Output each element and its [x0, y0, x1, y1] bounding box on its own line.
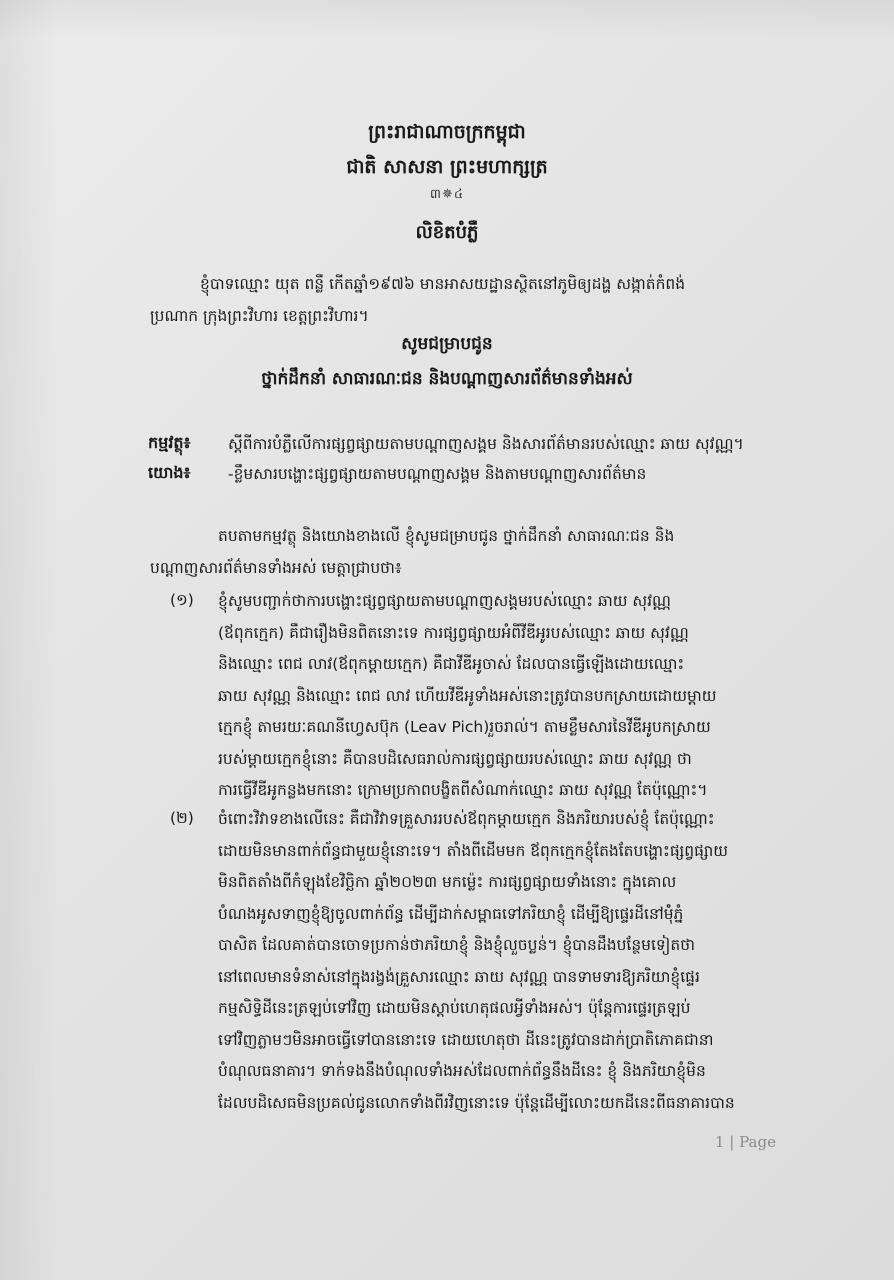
paragraph-line: មិនពិតតាំងពីកំឡុងខែវិច្ឆិកា ឆ្នាំ២០២៣ មកម្ល៉េះ ការផ្សព្វផ្សាយទាំងនោះ ក្នុងគោល: [218, 873, 677, 891]
paragraph-line: ដែលបដិសេធមិនប្រគល់ជូនលោកទាំងពីរវិញនោះទេ ប៉ុន្តែដើម្បីលោះយកដីនេះពីធនាគារបាន: [218, 1093, 735, 1112]
paragraph-line: ការធ្វើវីឌីអូកន្លងមកនោះ ក្រោមប្រកាពបង្ខិតពីសំណាក់ឈ្មោះ ឆាយ សុវណ្ណ តែប៉ុណ្ណោះ។: [218, 781, 708, 799]
paragraph-line: (ឪពុកក្មេក) គឺជារឿងមិនពិតនោះទេ ការផ្សព្វផ្សាយអំពីវីឌីអូរបស់ឈ្មោះ ឆាយ សុវណ្ណ: [218, 623, 689, 642]
paragraph-line: បំណងអូសទាញខ្ញុំឱ្យចូលពាក់ព័ន្ធ ដើម្បីដាក់សម្ពាធទៅភរិយាខ្ញុំ ដើម្បីឱ្យផ្ទេរដីនៅម៉ុំភ្នំ: [218, 904, 684, 923]
paragraph-line: និងឈ្មោះ ពេជ លាវ(ឪពុកម្ដាយក្មេក) គឺជាវីឌីអូចាស់ ដែលបានធ្វើឡើងដោយឈ្មោះ: [218, 655, 685, 673]
paragraph-line: នៅពេលមានទំនាស់នៅក្នុងរង្វង់គ្រួសារឈ្មោះ ឆាយ សុវណ្ណ បានទាមទារឱ្យភរិយាខ្ញុំផ្ទេរ: [218, 967, 700, 986]
paragraph-line: ខ្ញុំសូមបញ្ជាក់ថាការបង្ហោះផ្សព្វផ្សាយតាមបណ្ដាញសង្គមរបស់ឈ្មោះ ឆាយ សុវណ្ណ: [218, 592, 671, 610]
intro-line-1: ខ្ញុំបាទឈ្មោះ យុត ពន្លឺ កើតឆ្នាំ១៩៧៦ មានអាសយដ្ឋានស្ថិតនៅភូមិឲ្យដង្ហ សង្កាត់កំពង់: [200, 275, 686, 293]
document-title: លិខិតបំភ្លឺ: [415, 222, 479, 243]
paragraph-line: ក្មេកខ្ញុំ តាមរយៈគណនីហ្វេសប៊ុក (Leav Pich)រួចរាល់។ តាមខ្លឹមសារនៃវីឌីអូបកស្រាយ: [218, 718, 711, 736]
reference-label: យោង៖: [148, 463, 191, 482]
item-1-paragraph: [218, 586, 830, 807]
paragraph-line: បាសិត ដែលគាត់បានចោទប្រកាន់ថាភរិយាខ្ញុំ និងខ្ញុំលួចប្លន់។ ខ្ញុំបានដឹងបន្ថែមទៀតថា: [218, 936, 695, 954]
request-line: សូមជម្រាបជូន: [401, 334, 493, 354]
kingdom-heading: ព្រះរាជាណាចក្រកម្ពុជា: [368, 121, 526, 143]
page-number-footer: 1 | Page: [715, 1133, 776, 1151]
page-shadow-top: [0, 0, 894, 40]
paragraph-line: របស់ម្ដាយក្មេកខ្ញុំនោះ គឺបានបដិសេធរាល់ការផ្សព្វផ្សាយរបស់ឈ្មោះ ឆាយ សុវណ្ណ ថា: [218, 749, 692, 768]
item-number: (២): [170, 809, 194, 827]
intro-line-2: ប្រណាក ក្រុងព្រះវិហារ ខេត្តព្រះវិហារ។: [150, 307, 369, 325]
paragraph-line: កម្មសិទ្ធិដីនេះត្រឡប់ទៅវិញ ដោយមិនស្ដាប់ហេតុផលអ្វីទាំងអស់។ ប៉ុន្តែការផ្ទេរត្រឡប់: [218, 999, 691, 1017]
item-2-paragraph: [218, 804, 830, 1119]
item-number: (១): [170, 591, 194, 609]
paragraph-line: ចំពោះវិវាទខាងលើនេះ គឺជាវិវាទគ្រួសាររបស់ឪពុកម្ដាយក្មេក និងភរិយារបស់ខ្ញុំ តែប៉ុណ្ណោះ: [218, 810, 715, 828]
paragraph-line: ដោយមិនមានពាក់ព័ន្ធជាមួយខ្ញុំនោះទេ។ តាំងពីដើមមក ឪពុកក្មេកខ្ញុំតែងតែបង្ហោះផ្សព្វផ្សាយ: [218, 841, 729, 860]
paragraph-line: ទៅវិញភ្លាមៗមិនអាចធ្វើទៅបាននោះទេ ដោយហេតុថា ដីនេះត្រូវបានដាក់ប្រាតិភោគជានា: [218, 1030, 714, 1049]
body-intro-line-1: តបតាមកម្មវត្ថុ និងយោងខាងលើ ខ្ញុំសូមជម្រាបជូន ថ្នាក់ដឹកនាំ សាធារណៈជន និង: [218, 527, 675, 545]
body-intro-line-2: បណ្ដាញសារព័ត៌មានទាំងអស់ មេត្តាជ្រាបថា៖: [150, 559, 402, 577]
paragraph-line: បំណុលធនាគារ។ ទាក់ទងនឹងបំណុលទាំងអស់ដែលពាក់ព័ន្ធនឹងដីនេះ ខ្ញុំ និងភរិយាខ្ញុំមិន: [218, 1062, 706, 1080]
paragraph-line: ឆាយ សុវណ្ណ និងឈ្មោះ ពេជ លាវ ហើយវីឌីអូទាំងអស់នោះត្រូវបានបកស្រាយដោយម្ដាយ: [218, 686, 717, 705]
reference-text: -ខ្លឹមសារបង្ហោះផ្សព្វផ្សាយតាមបណ្ដាញសង្គម និងតាមបណ្ដាញសារព័ត៌មាន: [228, 465, 647, 483]
subject-text: ស្ដីពីការបំភ្លឺលើការផ្សព្វផ្សាយតាមបណ្ដាញសង្គម និងសារព័ត៌មានរបស់ឈ្មោះ ឆាយ សុវណ្ណ។: [228, 435, 744, 453]
recipient-line: ថ្នាក់ដឹកនាំ សាធារណៈជន និងបណ្ដាញសារព័ត៌មានទាំងអស់: [261, 369, 633, 389]
subject-label: កម្មវត្ថុ៖: [148, 433, 191, 452]
header-ornament: ៣✵៤: [429, 187, 465, 202]
motto-heading: ជាតិ សាសនា ព្រះមហាក្សត្រ: [346, 156, 548, 178]
